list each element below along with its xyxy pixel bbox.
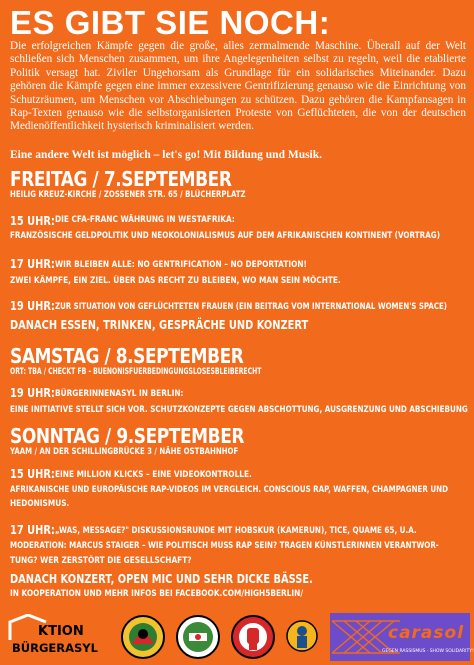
event-time: 15 UHR: — [10, 214, 55, 228]
event-description: FRANZÖSISCHE GELDPOLITIK UND NEOKOLONIALISMUS AUF DEM AFRIKANISCHEN KONTINENT (VORTRAG) — [10, 231, 440, 241]
collective-emblem-logo — [120, 614, 166, 660]
cooperation-note: IN KOOPERATION UND MEHR INFOS BEI FACEBOOK.COM/HIGH5BERLIN/ — [10, 589, 304, 599]
event-title: DIE CFA-FRANC WÄHRUNG IN WESTAFRIKA: — [55, 215, 235, 225]
initiative-emblem-logo — [175, 614, 221, 660]
buerger-word — [12, 641, 98, 655]
fist-emblem-logo — [230, 614, 276, 660]
slogan: Eine andere Welt ist möglich – let's go! Mit Bildung und Musik. — [10, 149, 323, 161]
carasol-wordmark: carasol — [388, 623, 465, 643]
aktion-word: KTION — [38, 624, 84, 639]
aktion-buergerasyl-logo — [8, 614, 108, 658]
sunday-location: YAAM / AN DER SCHILLINGBRÜCKE 3 / NÄHE OSTBAHNHOF — [10, 447, 239, 457]
event-title: EINE MILLION KLICKS – EINE VIDEOKONTROLLE. — [55, 470, 252, 480]
event-description: HEDONISMUS. — [10, 499, 70, 509]
event-title: „WAS, MESSAGE?" DISKUSSIONSRUNDE MIT HOBSKUR (KAMERUN), TICE, QUAME 65, U.A. — [55, 526, 417, 536]
event-time: 15 UHR: — [10, 467, 55, 481]
intro-text: Die erfolgreichen Kämpfe gegen die große, alles zermalmende Maschine. Überall auf der Welt schließen sich Menschen zusammen, um ihre Angelegenheiten selbst zu regeln, weil die etablierte Politik versagt hat. Ziviler Ungehorsam als Grundlage für ein solidarisches Miteinander. Dazu gehören die Kämpfe gegen eine immer exzessivere Gentrifizierung genauso wie die Einrichtung von Schutzräumen, um Menschen vor Abschiebungen zu schützen. Dazu gehören die Kampfansagen in Rap-Texten genauso wie die selbstorganisierten Proteste von Geflüchteten, die von der deutschen Medienöffentlichkeit hysterisch kriminalisiert werden. — [10, 40, 466, 133]
event-title: BÜRGERINNENASYL IN BERLIN: — [55, 389, 184, 399]
saturday-heading: SAMSTAG / 8.SEPTEMBER — [10, 344, 244, 368]
sunday-heading: SONNTAG / 9.SEPTEMBER — [10, 424, 245, 448]
event-time: 19 UHR: — [10, 299, 55, 313]
event-description: ZWEI KÄMPFE, EIN ZIEL. ÜBER DAS RECHT ZU BLEIBEN, WO MAN SEIN MÖCHTE. — [10, 276, 341, 286]
event-time: 17 UHR: — [10, 523, 55, 537]
event-title: ZUR SITUATION VON GEFLÜCHTETEN FRAUEN (EIN BEITRAG VOM INTERNATIONAL WOMEN'S SPACE) — [55, 302, 448, 312]
event-description: TUNG? WER ZERSTÖRT DIE GESELLSCHAFT? — [10, 556, 192, 566]
event-description: MODERATION: MARCUS STAIGER – WIE POLITISCH MUSS RAP SEIN? TRAGEN KÜNSTLERINNEN VERANTWOR- — [10, 541, 439, 551]
asyl-part: ASYL — [65, 641, 98, 655]
event-description: EINE INITIATIVE STELLT SICH VOR. SCHUTZKONZEPTE GEGEN ABSCHOTTUNG, AUSGRENZUNG UND ABSCHIEBUNG — [10, 405, 468, 415]
friday-location: HEILIG KREUZ-KIRCHE / ZOSSENER STR. 65 / BLÜCHERPLATZ — [10, 190, 246, 200]
event-title: WIR BLEIBEN ALLE: NO GENTRIFICATION – NO DEPORTATION! — [55, 260, 307, 270]
event-time: 17 UHR: — [10, 257, 55, 271]
friday-after: DANACH ESSEN, TRINKEN, GESPRÄCHE UND KONZERT — [10, 318, 309, 332]
event-time: 19 UHR: — [10, 386, 55, 400]
buerger-part: BÜRGER — [12, 641, 66, 655]
logo-strip — [0, 612, 474, 664]
figure-emblem-logo — [285, 616, 319, 660]
sunday-after: DANACH KONZERT, OPEN MIC UND SEHR DICKE BÄSSE. — [10, 572, 313, 586]
carasol-tagline: GEGEN RASSISMUS · SHOW SOLIDARITY! — [382, 649, 474, 654]
headline: ES GIBT SIE NOCH: — [10, 4, 331, 41]
carasol-logo — [330, 613, 474, 661]
friday-heading: FREITAG / 7.SEPTEMBER — [10, 167, 232, 191]
event-description: AFRIKANISCHE UND EUROPÄISCHE RAP-VIDEOS IM VERGLEICH. CONSCIOUS RAP, WAFFEN, CHAMPAGNER UND — [10, 485, 449, 495]
saturday-location: ORT: TBA / CHECKT FB - BUENONISFUERBEDINGUNGSLOSESBLEIBERECHT — [10, 367, 262, 377]
